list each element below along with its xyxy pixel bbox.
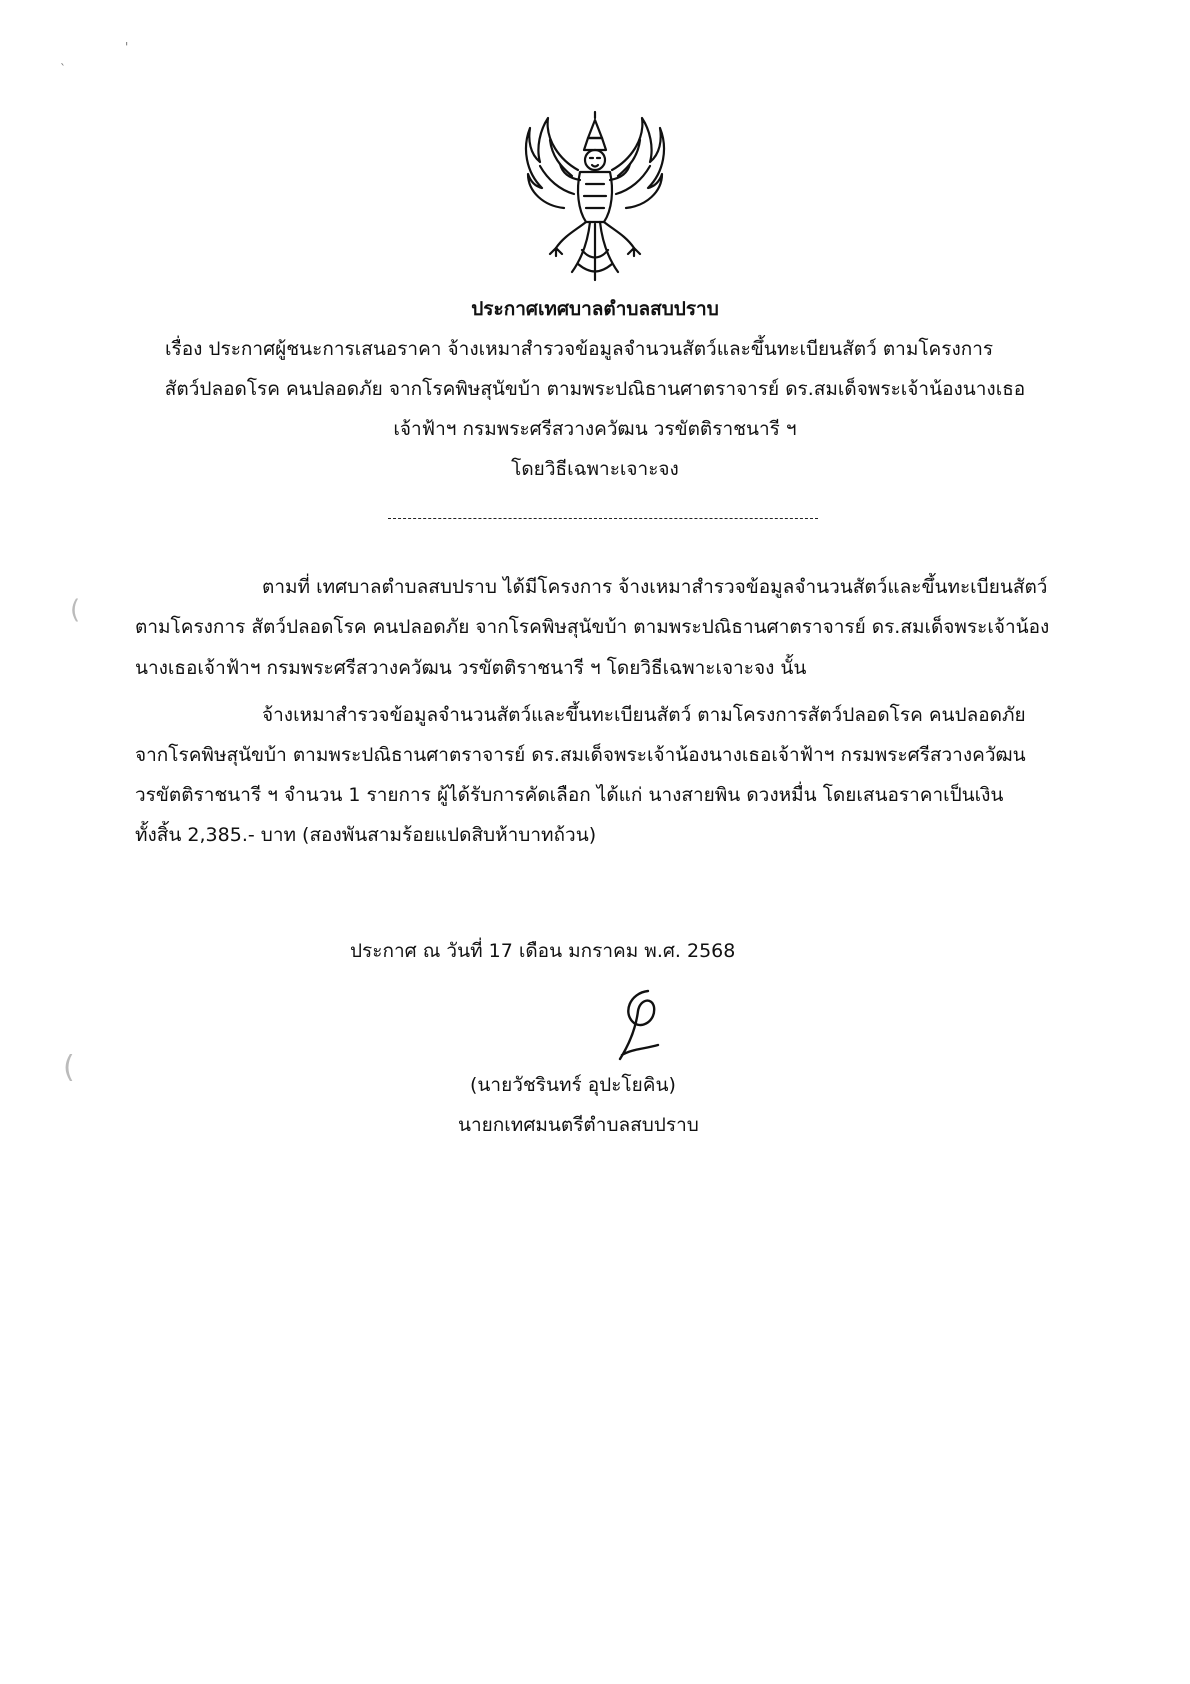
- hole-punch-mark: (: [70, 595, 81, 625]
- paragraph-line: ทั้งสิ้น 2,385.- บาท (สองพันสามร้อยแปดสิบห้าบาทถ้วน): [135, 824, 597, 846]
- paragraph-line: จ้างเหมาสำรวจข้อมูลจำนวนสัตว์และขึ้นทะเบียนสัตว์ ตามโครงการสัตว์ปลอดโรค คนปลอดภัย: [262, 704, 1026, 726]
- document-title: ประกาศเทศบาลตำบลสบปราบ: [471, 298, 719, 320]
- subject-line: โดยวิธีเฉพาะเจาะจง: [511, 458, 679, 480]
- garuda-emblem-icon: [520, 110, 670, 285]
- paragraph-line: จากโรคพิษสุนัขบ้า ตามพระปณิธานศาตราจารย์ ดร.สมเด็จพระเจ้าน้องนางเธอเจ้าฟ้าฯ กรมพระศรีสวางควัฒน: [135, 744, 1026, 766]
- subject-line: เจ้าฟ้าฯ กรมพระศรีสวางควัฒน วรขัตติราชนารี ฯ: [393, 418, 797, 440]
- signature-icon: [600, 985, 680, 1065]
- hole-punch-mark: (: [63, 1050, 75, 1085]
- paragraph-line: ตามที่ เทศบาลตำบลสบปราบ ได้มีโครงการ จ้างเหมาสำรวจข้อมูลจำนวนสัตว์และขึ้นทะเบียนสัตว์: [262, 576, 1048, 598]
- dashed-divider: [388, 518, 818, 519]
- paragraph-line: ตามโครงการ สัตว์ปลอดโรค คนปลอดภัย จากโรคพิษสุนัขบ้า ตามพระปณิธานศาตราจารย์ ดร.สมเด็จพระเจ้าน้อง: [135, 616, 1050, 638]
- paragraph-line: นางเธอเจ้าฟ้าฯ กรมพระศรีสวางควัฒน วรขัตติราชนารี ฯ โดยวิธีเฉพาะเจาะจง นั้น: [135, 657, 807, 679]
- signer-title: นายกเทศมนตรีตำบลสบปราบ: [458, 1114, 699, 1136]
- paragraph-line: วรขัตติราชนารี ฯ จำนวน 1 รายการ ผู้ได้รับการคัดเลือก ได้แก่ นางสายพิน ดวงหมื่น โดยเสนอราคาเป็นเงิน: [135, 784, 1004, 806]
- announce-date: ประกาศ ณ วันที่ 17 เดือน มกราคม พ.ศ. 2568: [350, 940, 736, 962]
- subject-line: สัตว์ปลอดโรค คนปลอดภัย จากโรคพิษสุนัขบ้า ตามพระปณิธานศาตราจารย์ ดร.สมเด็จพระเจ้าน้องนางเธอ: [164, 378, 1026, 400]
- signer-name: (นายวัชรินทร์ อุปะโยคิน): [470, 1074, 676, 1096]
- subject-line: เรื่อง ประกาศผู้ชนะการเสนอราคา จ้างเหมาสำรวจข้อมูลจำนวนสัตว์และขึ้นทะเบียนสัตว์ ตามโครงการ: [165, 338, 994, 360]
- scan-speck: `: [60, 62, 66, 76]
- scan-speck: ': [125, 40, 129, 54]
